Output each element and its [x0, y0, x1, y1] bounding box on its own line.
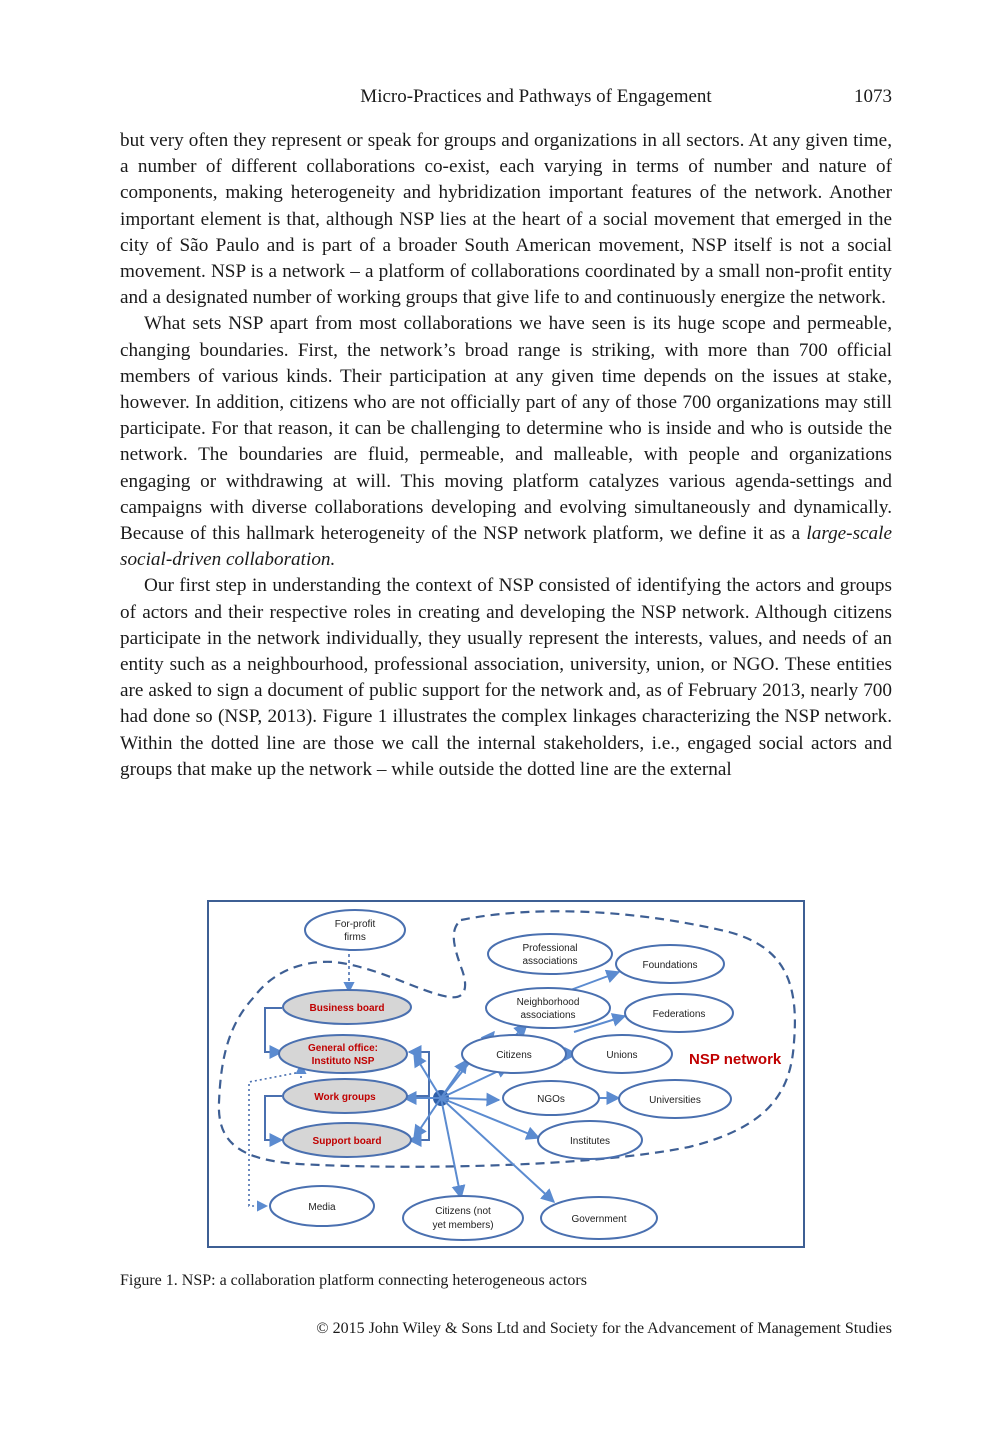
groups-bracket — [265, 1096, 282, 1140]
node-general-office — [279, 1035, 407, 1073]
node-citizens — [462, 1035, 566, 1073]
paragraph-1: but very often they represent or speak for groups and organizations in all sectors. At any given time, a number of different collaborations co-exist, each varying in terms of number and nature of components, making heterogeneity and hybridization important features of the network. Another important element is that, although NSP lies at the heart of a social movement that emerged in the city of São Paulo and is part of a broader South American movement, NSP itself is not a social movement. NSP is a network – a platform of collaborations coordinated by a small non-profit entity and a designated number of working groups that give life to and continuously energize the network. — [120, 130, 892, 309]
page-number: 1073 — [854, 86, 892, 107]
paragraph-2 — [120, 311, 892, 573]
paragraph-3: Our first step in understanding the context of NSP consisted of identifying the actors and groups of actors and their respective roles in creating and developing the NSP network. Although citizens participate in the network individually, they usually represent the interests, values, and needs of an entity such as a neighbourhood, professional association, university, union, or NGO. These entities are asked to sign a document of public support for the network and, as of February 2013, nearly 700 had done so (NSP, 2013). Figure 1 illustrates the complex linkages characterizing the NSP network. Within the dotted line are those we call the internal stakeholders, i.e., engaged social actors and groups that make up the network – while outside the dotted line are the external — [120, 575, 892, 780]
network-diagram — [209, 902, 807, 1250]
neighborhood-label-1: Neighborhood — [516, 997, 580, 1008]
figure-caption: Figure 1. NSP: a collaboration platform connecting heterogeneous actors — [120, 1272, 587, 1289]
citizens-label: Citizens — [496, 1050, 532, 1061]
institutes-label: Institutes — [569, 1136, 611, 1147]
citizens-not-label-2: yet members) — [432, 1220, 494, 1231]
node-federations — [625, 994, 733, 1032]
nsp-network-label: NSP network — [689, 1051, 782, 1068]
general-office-label-1: General office: — [307, 1043, 379, 1054]
ngos-label: NGOs — [537, 1094, 565, 1105]
paragraph-2-text: What sets NSP apart from most collaborations we have seen is its huge scope and permeable, changing boundaries. First, the network’s broad range is striking, with more than 700 official members of various kinds. Their participation at any given time depends on the issues at stake, however. In addition, citizens who are not officially part of any of those 700 organizations may still participate. For that reason, it can be challenging to determine who is inside and who is outside the network. The boundaries are fluid, permeable, and malleable, with people and organizations engaging or withdrawing at will. This moving platform catalyzes various agenda-settings and campaigns with diverse collaborations developing and evolving simultaneously and dynamically. Because of this hallmark heterogeneity of the NSP network platform, we define it as a — [120, 313, 892, 545]
board-bracket — [265, 1008, 282, 1052]
node-business-board — [283, 990, 411, 1024]
citizens-not-label-1: Citizens (not — [435, 1206, 491, 1217]
work-groups-label: Work groups — [314, 1092, 376, 1103]
universities-label: Universities — [649, 1095, 701, 1106]
federations-label: Federations — [652, 1009, 706, 1020]
node-unions — [572, 1035, 672, 1073]
node-foundations — [616, 945, 724, 983]
professional-label-2: associations — [522, 956, 578, 967]
government-label: Government — [571, 1214, 627, 1225]
running-header — [120, 86, 892, 110]
copyright-notice: © 2015 John Wiley & Sons Ltd and Society for the Advancement of Management Studies — [316, 1320, 892, 1337]
node-institutes — [538, 1121, 642, 1159]
forprofit-label-1: For-profit — [334, 919, 376, 930]
running-title: Micro-Practices and Pathways of Engagement — [360, 86, 712, 107]
node-neighborhood-associations — [486, 988, 610, 1028]
foundations-label: Foundations — [642, 960, 698, 971]
professional-label-1: Professional — [522, 943, 578, 954]
node-work-groups — [283, 1079, 407, 1113]
forprofit-label-2: firms — [344, 932, 366, 943]
support-board-label: Support board — [312, 1136, 382, 1147]
paragraph-2-italic-term: large-scale social-driven collaboration. — [120, 523, 892, 571]
right-bracket-lower — [409, 1096, 429, 1140]
figure-1-diagram — [207, 900, 805, 1248]
general-office-label-2: Instituto NSP — [311, 1056, 375, 1067]
node-media — [270, 1186, 374, 1226]
node-universities — [619, 1080, 731, 1118]
node-forprofit — [305, 910, 405, 950]
neighborhood-label-2: associations — [520, 1010, 576, 1021]
node-citizens-not-members — [403, 1196, 523, 1240]
node-ngos — [503, 1081, 599, 1115]
node-professional-associations — [488, 934, 612, 974]
business-board-label: Business board — [309, 1003, 385, 1014]
node-support-board — [283, 1123, 411, 1157]
body-text — [120, 128, 892, 783]
unions-label: Unions — [606, 1050, 638, 1061]
node-government — [541, 1197, 657, 1239]
media-label: Media — [308, 1202, 336, 1213]
